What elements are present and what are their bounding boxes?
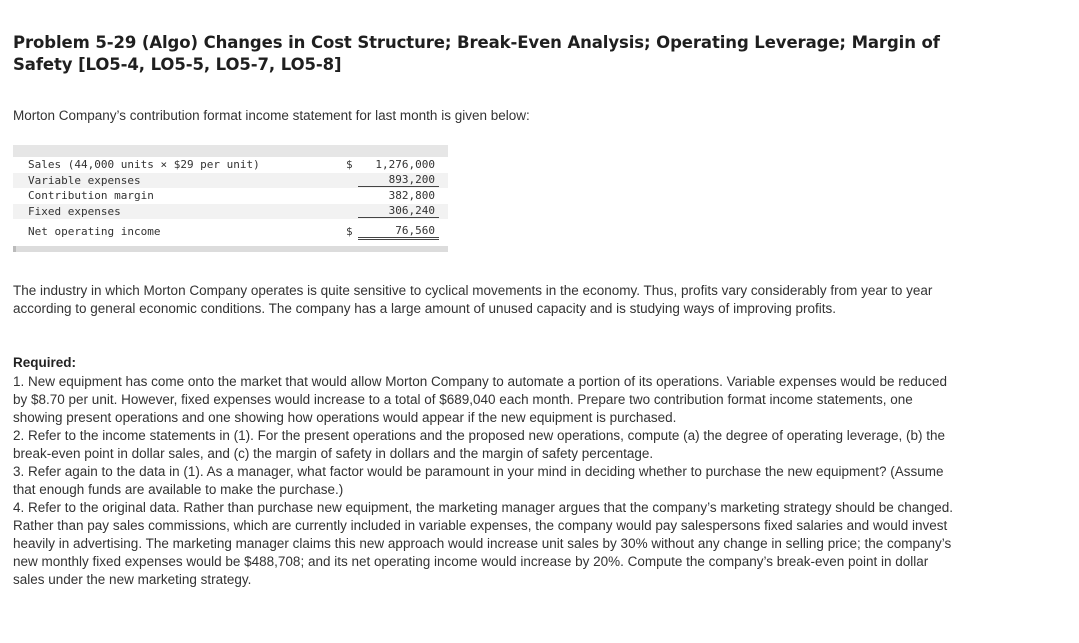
table-scrollbar[interactable]: [13, 246, 448, 252]
table-row-variable-expenses: [13, 173, 448, 189]
row-amount: 893,200: [358, 173, 439, 187]
row-amount: 76,560: [358, 224, 439, 240]
row-amount: 306,240: [358, 204, 439, 218]
row-label: Variable expenses: [28, 173, 141, 187]
problem-title: Problem 5-29 (Algo) Changes in Cost Structure; Break-Even Analysis; Operating Leverage; Margin of Safety [LO5-4, LO5-5, LO5-7, LO5-8]: [13, 33, 940, 74]
table-row-sales: [13, 157, 448, 173]
required-list: [13, 373, 958, 589]
required-item-2: 2. Refer to the income statements in (1). For the present operations and the proposed new operations, compute (a) the degree of operating leverage, (b) the break-even point in dollar sales, and (c) the margin of safety in dollars and the margin of safety percentage.: [13, 428, 946, 461]
table-row-fixed-expenses: [13, 204, 448, 220]
table-row-net-operating-income: [13, 224, 448, 240]
required-item-3: 3. Refer again to the data in (1). As a manager, what factor would be paramount in your mind in deciding whether to purchase the new equipment? (Assume that enough funds are available to make the purchase.): [13, 464, 944, 497]
row-amount: 1,276,000: [375, 158, 435, 172]
required-heading: Required:: [13, 355, 77, 370]
row-label: Fixed expenses: [28, 204, 121, 218]
table-header-bar: [13, 145, 448, 157]
required-item-4: 4. Refer to the original data. Rather than purchase new equipment, the marketing manager argues that the company’s marketing strategy should be changed. Rather than pay sales commissions, which are currently included in variable expenses, the company would pay salespersons fixed salaries and would invest heavily in advertising. The marketing manager claims this new approach would increase unit sales by 30% without any change in selling price; the company’s new monthly fixed expenses would be $488,708; and its net operating income would increase by 20%. Compute the company’s break-even point in dollar sales under the new marketing strategy.: [13, 500, 954, 587]
row-currency: $: [346, 225, 353, 239]
row-label: Net operating income: [28, 225, 161, 239]
intro-text: Morton Company’s contribution format income statement for last month is given below:: [13, 108, 530, 123]
row-amount: 382,800: [388, 189, 435, 203]
table-row-contribution-margin: [13, 188, 448, 204]
industry-paragraph: The industry in which Morton Company operates is quite sensitive to cyclical movements in the economy. Thus, profits vary considerably from year to year according to general economic conditions. The company has a large amount of unused capacity and is studying ways of improving profits.: [13, 283, 933, 316]
row-label: Contribution margin: [28, 189, 154, 203]
row-label: Sales (44,000 units × $29 per unit): [28, 158, 260, 172]
row-currency: $: [346, 158, 353, 172]
problem-page: [13, 32, 963, 587]
required-item-1: 1. New equipment has come onto the market that would allow Morton Company to automate a portion of its operations. Variable expenses would be reduced by $8.70 per unit. However, fixed expenses would increase to a total of $689,040 each month. Prepare two contribution format income statements, one showing present operations and one showing how operations would appear if the new equipment is purchased.: [13, 374, 948, 425]
income-statement-table: [13, 145, 448, 252]
